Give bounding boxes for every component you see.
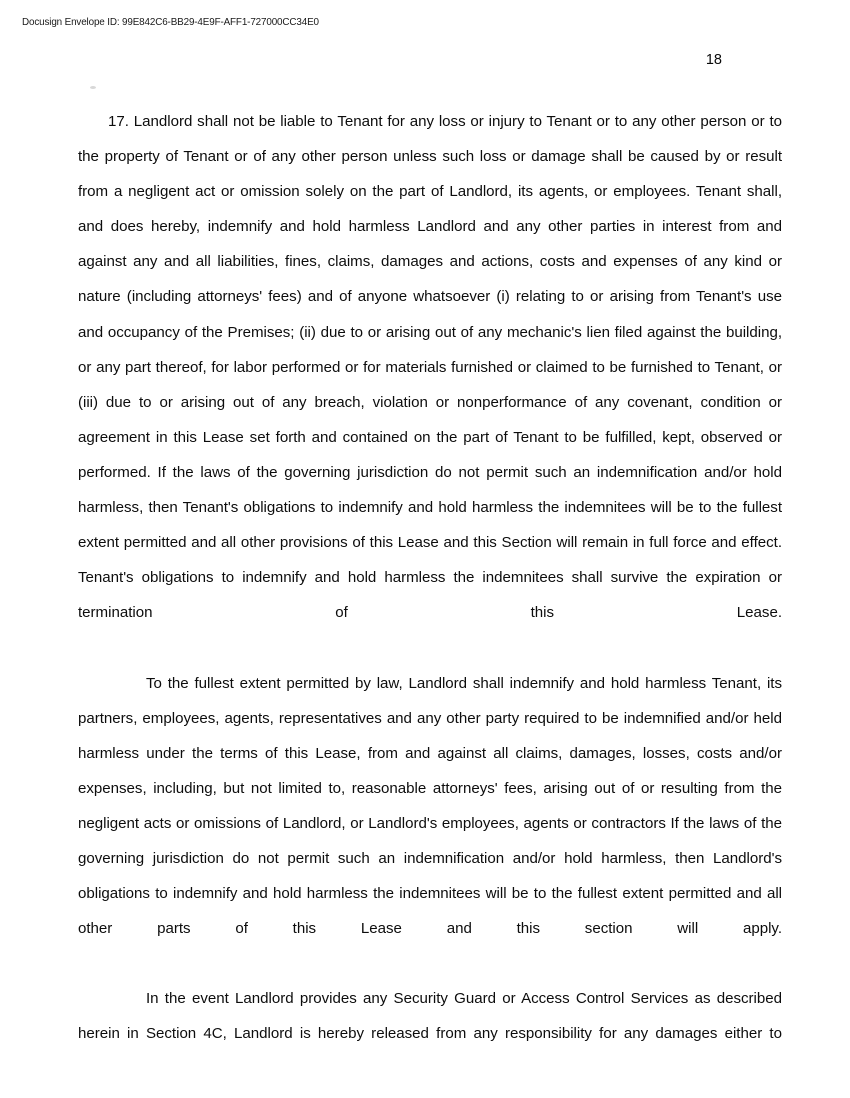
paragraph-section-17-tenant-indemnity: 17. Landlord shall not be liable to Tenant for any loss or injury to Tenant or to any other person or to the property of Tenant or of any other person unless such loss or damage shall be caused by or result from a negligent act or omission solely on the part of Landlord, its agents, or employees. Tenant shall, and does hereby, indemnify and hold harmless Landlord and any other parties in interest from and against any and all liabilities, fines, claims, damages and actions, costs and expenses of any kind or nature (including attorneys' fees) and of anyone whatsoever (i) relating to or arising from Tenant's use and occupancy of the Premises; (ii) due to or arising out of any mechanic's lien filed against the building, or any part thereof, for labor performed or for materials furnished or claimed to be furnished to Tenant, or (iii) due to or arising out of any breach, violation or nonperformance of any covenant, condition or agreement in this Lease set forth and contained on the part of Tenant to be fulfilled, kept, observed or performed. If the laws of the governing jurisdiction do not permit such an indemnification and/or hold harmless, then Tenant's obligations to indemnify and hold harmless the indemnitees will be to the fullest extent permitted and all other provisions of this Lease and this Section will remain in full force and effect. Tenant's obligations to indemnify and hold harmless the indemnitees shall survive the expiration or termination of this Lease. [78,113,782,622]
page-number: 18 [705,52,722,68]
paragraph-security-guard-services: In the event Landlord provides any Security Guard or Access Control Services as described herein in Section 4C, Landlord is hereby released from any responsibility for any damages either to [78,990,782,1043]
docusign-envelope-id-header: Docusign Envelope ID: 99E842C6-BB29-4E9F-AFF1-727000CC34E0 [22,16,319,28]
document-body [78,104,782,1087]
paragraph-landlord-indemnity: To the fullest extent permitted by law, Landlord shall indemnify and hold harmless Tenant, its partners, employees, agents, representatives and any other party required to be indemnified and/or held harmless under the terms of this Lease, from and against all claims, damages, losses, costs and/or expenses, including, but not limited to, reasonable attorneys' fees, arising out of or resulting from the negligent acts or omissions of Landlord, or Landlord's employees, agents or contractors If the laws of the governing jurisdiction do not permit such an indemnification and/or hold harmless, then Landlord's obligations to indemnify and hold harmless the indemnitees will be to the fullest extent permitted and all other parts of this Lease and this section will apply. [78,674,782,938]
scan-artifact-speck [90,86,96,89]
